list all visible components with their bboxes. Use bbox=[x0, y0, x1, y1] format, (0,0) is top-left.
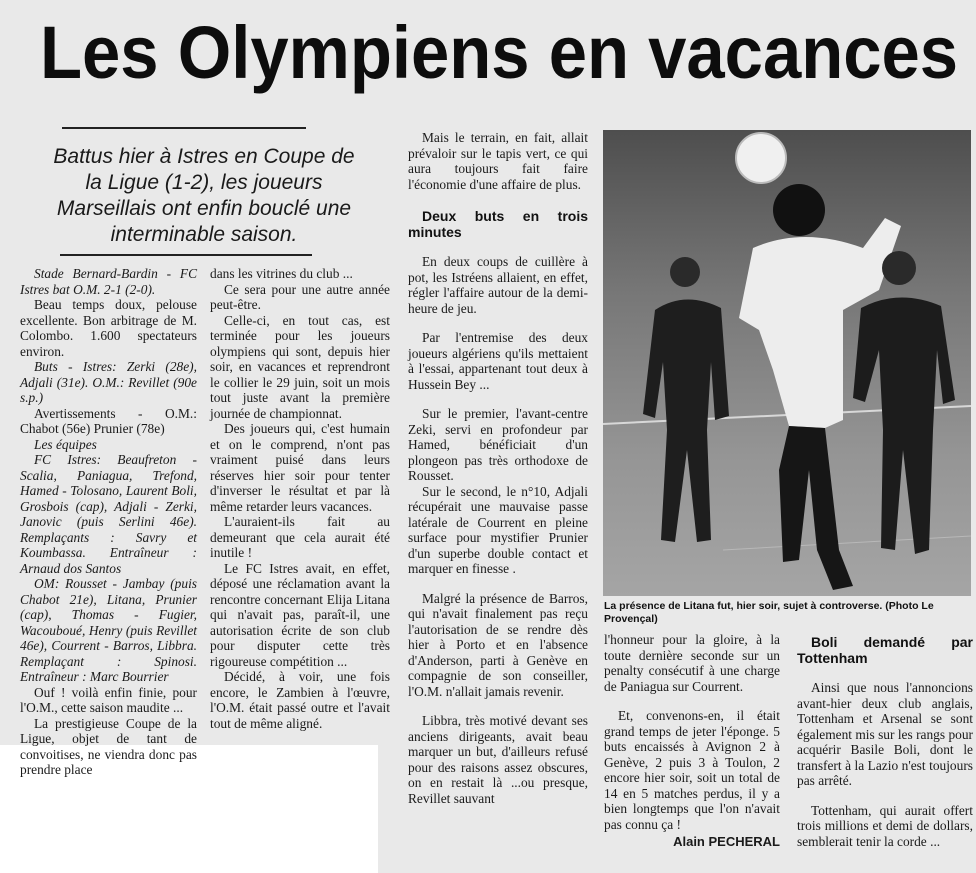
paragraph: Tottenham, qui aurait offert trois millions et demi de dollars, semblerait tenir la corde ... bbox=[797, 802, 973, 849]
paragraph: Ouf ! voilà enfin finie, pour l'O.M., cette saison maudite ... bbox=[20, 684, 197, 715]
subheading: Boli demandé par Tottenham bbox=[797, 634, 973, 666]
paragraph: dans les vitrines du club ... bbox=[210, 266, 353, 281]
column-2 bbox=[210, 266, 390, 731]
byline: Alain PECHERAL bbox=[673, 834, 780, 849]
match-conditions: Beau temps doux, pelouse excellente. Bon arbitrage de M. Colombo. 1.600 spectateurs environ. bbox=[20, 297, 197, 359]
deck-line: Battus hier à Istres en Coupe de bbox=[53, 145, 355, 168]
paragraph: Celle-ci, en tout cas, est terminée pour les joueurs olympiens qui sont, depuis hier soir, en vacances et reprendront le collier le 29 juin, soit un mois tout juste avant la première journée de championnat. bbox=[210, 312, 390, 421]
match-venue: Stade Bernard-Bardin - FC Istres bat O.M. 2-1 (2-0). bbox=[20, 266, 197, 297]
deck bbox=[18, 144, 390, 248]
match-cautions: Avertissements - O.M.: Chabot (56e) Prunier (78e) bbox=[20, 405, 197, 436]
news-photo bbox=[603, 130, 971, 596]
paragraph: Malgré la présence de Barros, qui n'avait finalement pas reçu l'autorisation de se rendre dès hier à Porto et en l'absence d'Anderson, parti à Genève en compagnie de son conseiller, l'O.M. n'allait jamais revenir. bbox=[408, 590, 588, 699]
paragraph: Ce sera pour une autre année peut-être. bbox=[210, 281, 390, 312]
photo-illustration bbox=[603, 130, 971, 596]
deck-rule-bottom bbox=[60, 254, 312, 256]
istres-lineup: FC Istres: Beaufreton - Scalia, Paniagua, Trefond, Hamed - Tolosano, Laurent Boli, Grosbois (cap), Adjali - Zerki, Janovic (puis Serlini 46e). Remplaçants : Savry et Koumbassa. Entraîneur : Arnaud dos Santos bbox=[20, 452, 197, 576]
column-4 bbox=[604, 632, 780, 850]
paragraph: La prestigieuse Coupe de la Ligue, objet de tant de convoitises, ne viendra donc pas prendre place bbox=[20, 715, 197, 777]
match-goals: Buts - Istres: Zerki (28e), Adjali (31e). O.M.: Revillet (90e s.p.) bbox=[20, 359, 197, 405]
deck-line: Marseillais ont enfin bouclé une bbox=[56, 197, 352, 220]
paragraph: L'auraient-ils fait au demeurant que cela aurait été inutile ! bbox=[210, 514, 390, 560]
deck-line: la Ligue (1-2), les joueurs bbox=[85, 171, 323, 194]
om-lineup: OM: Rousset - Jambay (puis Chabot 21e), Litana, Prunier (cap), Thomas - Fugier, Wacouboué, Henry (puis Revillet 46e), Courrent - Barros, Libbra. Remplaçant : Spinosi. Entraîneur : Marc Bourrier bbox=[20, 576, 197, 684]
deck-line: interminable saison. bbox=[110, 223, 298, 246]
deck-rule-top bbox=[62, 127, 306, 129]
paragraph: Et, convenons-en, il était grand temps de jeter l'éponge. 5 buts encaissés à Avignon 2 à Genève, 2 puis 3 à Toulon, 2 encore hier soir, soit un total de 14 en 5 matches perdus, il y a bien longtemps que l'on n'avait pas connu ça ! bbox=[604, 708, 780, 832]
paragraph: Décidé, à voir, une fois encore, le Zambien à l'œuvre, l'O.M. était passé outre et l'avait tout de même aligné. bbox=[210, 669, 390, 731]
paragraph: Par l'entremise des deux joueurs algériens qu'ils mettaient à l'essai, appartenant tout deux à Hussein Bey ... bbox=[408, 330, 588, 392]
column-1 bbox=[20, 266, 197, 778]
paragraph: En deux coups de cuillère à pot, les Istréens allaient, en effet, régler l'affaire autour de la demi-heure de jeu. bbox=[408, 254, 588, 316]
photo-caption: La présence de Litana fut, hier soir, sujet à controverse. (Photo Le Provençal) bbox=[604, 600, 934, 625]
teams-heading: Les équipes bbox=[34, 436, 97, 452]
paragraph: Des joueurs qui, c'est humain et on le comprend, n'ont pas vraiment puisé dans leurs réserves hier soir pour tenter d'inverser le résultat et par là même retarder leurs vacances. bbox=[210, 421, 390, 514]
paragraph: Le FC Istres avait, en effet, déposé une réclamation avant la rencontre concernant Elija Litana qui n'avait pas, paraît-il, une autorisation écrite de son club pour disputer cette très rigoureuse compétition ... bbox=[210, 560, 390, 669]
column-5 bbox=[797, 634, 973, 849]
paragraph: Libbra, très motivé devant ses anciens dirigeants, avait beau marquer un but, d'ailleurs refusé pour des raisons assez obscures, on en restait là ...ou presque, Revillet sauvant bbox=[408, 713, 588, 806]
headline: Les Olympiens en vacances bbox=[40, 11, 959, 94]
paragraph: Sur le premier, l'avant-centre Zeki, servi en profondeur par Hamed, bénéficiait d'un plongeon pas très orthodoxe de Rousset. bbox=[408, 406, 588, 483]
paragraph: l'honneur pour la gloire, à la toute dernière seconde sur un penalty consécutif à une charge de Paniagua sur Courrent. bbox=[604, 632, 780, 694]
paragraph: Mais le terrain, en fait, allait prévaloir sur le tapis vert, ce qui aura toujours fait faire l'économie d'une affaire de plus. bbox=[408, 130, 588, 192]
paragraph: Ainsi que nous l'annoncions avant-hier deux club anglais, Tottenham et Arsenal se sont également mis sur les rangs pour acquérir Basile Boli, dont le transfert à la Lazio n'est toujours pas arrêté. bbox=[797, 680, 973, 788]
column-3 bbox=[408, 130, 588, 806]
subheading: Deux buts en trois minutes bbox=[408, 208, 588, 240]
paragraph: Sur le second, le n°10, Adjali récupérait une mauvaise passe latérale de Courrent en pleine surface pour mystifier Prunier d'un superbe double contact et marquer en finesse . bbox=[408, 483, 588, 576]
